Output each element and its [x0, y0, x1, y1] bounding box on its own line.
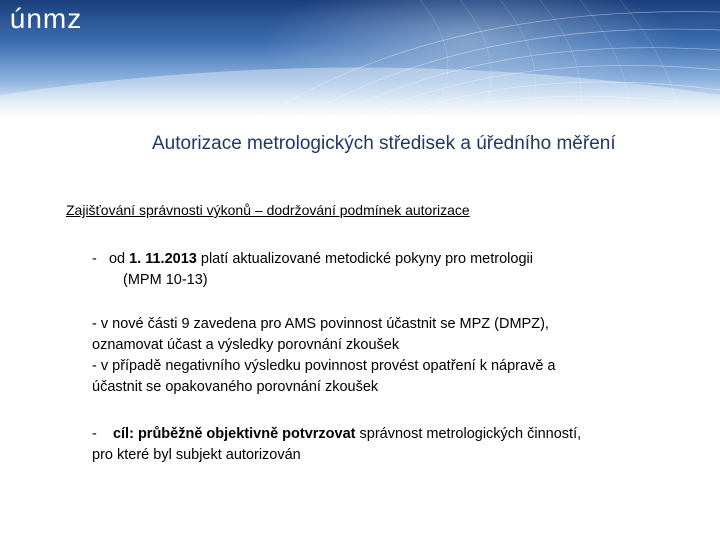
- bullet-item-2: [92, 314, 692, 398]
- text: správnost metrologických činností,: [355, 426, 582, 442]
- svg-text:únmz: únmz: [9, 3, 83, 34]
- text: platí aktualizované metodické pokyny pro metrologii: [196, 251, 533, 267]
- header-wave-graphic: [0, 0, 720, 118]
- header-banner: [0, 0, 720, 118]
- section-subtitle: Zajišťování správnosti výkonů – dodržování podmínek autorizace: [66, 202, 470, 218]
- bullet-item-1-line-1: [92, 249, 692, 270]
- line: oznamovat účast a výsledky porovnání zkoušek: [92, 337, 400, 353]
- date: 1. 11.2013: [129, 251, 197, 267]
- code: MPM 10-13: [127, 272, 203, 288]
- text: od: [108, 251, 130, 267]
- dash: -: [92, 251, 97, 267]
- line: - v případě negativního výsledku povinnost provést opatření k nápravě a: [92, 358, 556, 374]
- bullet-item-1-line-2: [92, 270, 692, 291]
- line: - v nové části 9 zavedena pro AMS povinnost účastnit se MPZ (DMPZ),: [92, 316, 549, 332]
- slide-title: Autorizace metrologických středisek a úředního měření: [152, 133, 616, 154]
- line: účastnit se opakovaného porovnání zkoušek: [92, 379, 379, 395]
- paren-close: ): [202, 272, 208, 288]
- unmz-logo: [0, 0, 92, 34]
- paren-open: (: [123, 272, 128, 288]
- bold-text: cíl: průběžně objektivně potvrzovat: [112, 426, 356, 442]
- bullet-item-1: [92, 249, 692, 291]
- bullet-item-3-line-2: pro které byl subjekt autorizován: [92, 447, 301, 463]
- bullet-item-3-line-1: [92, 424, 692, 445]
- dash: -: [92, 426, 97, 442]
- bullet-item-3: [92, 424, 692, 466]
